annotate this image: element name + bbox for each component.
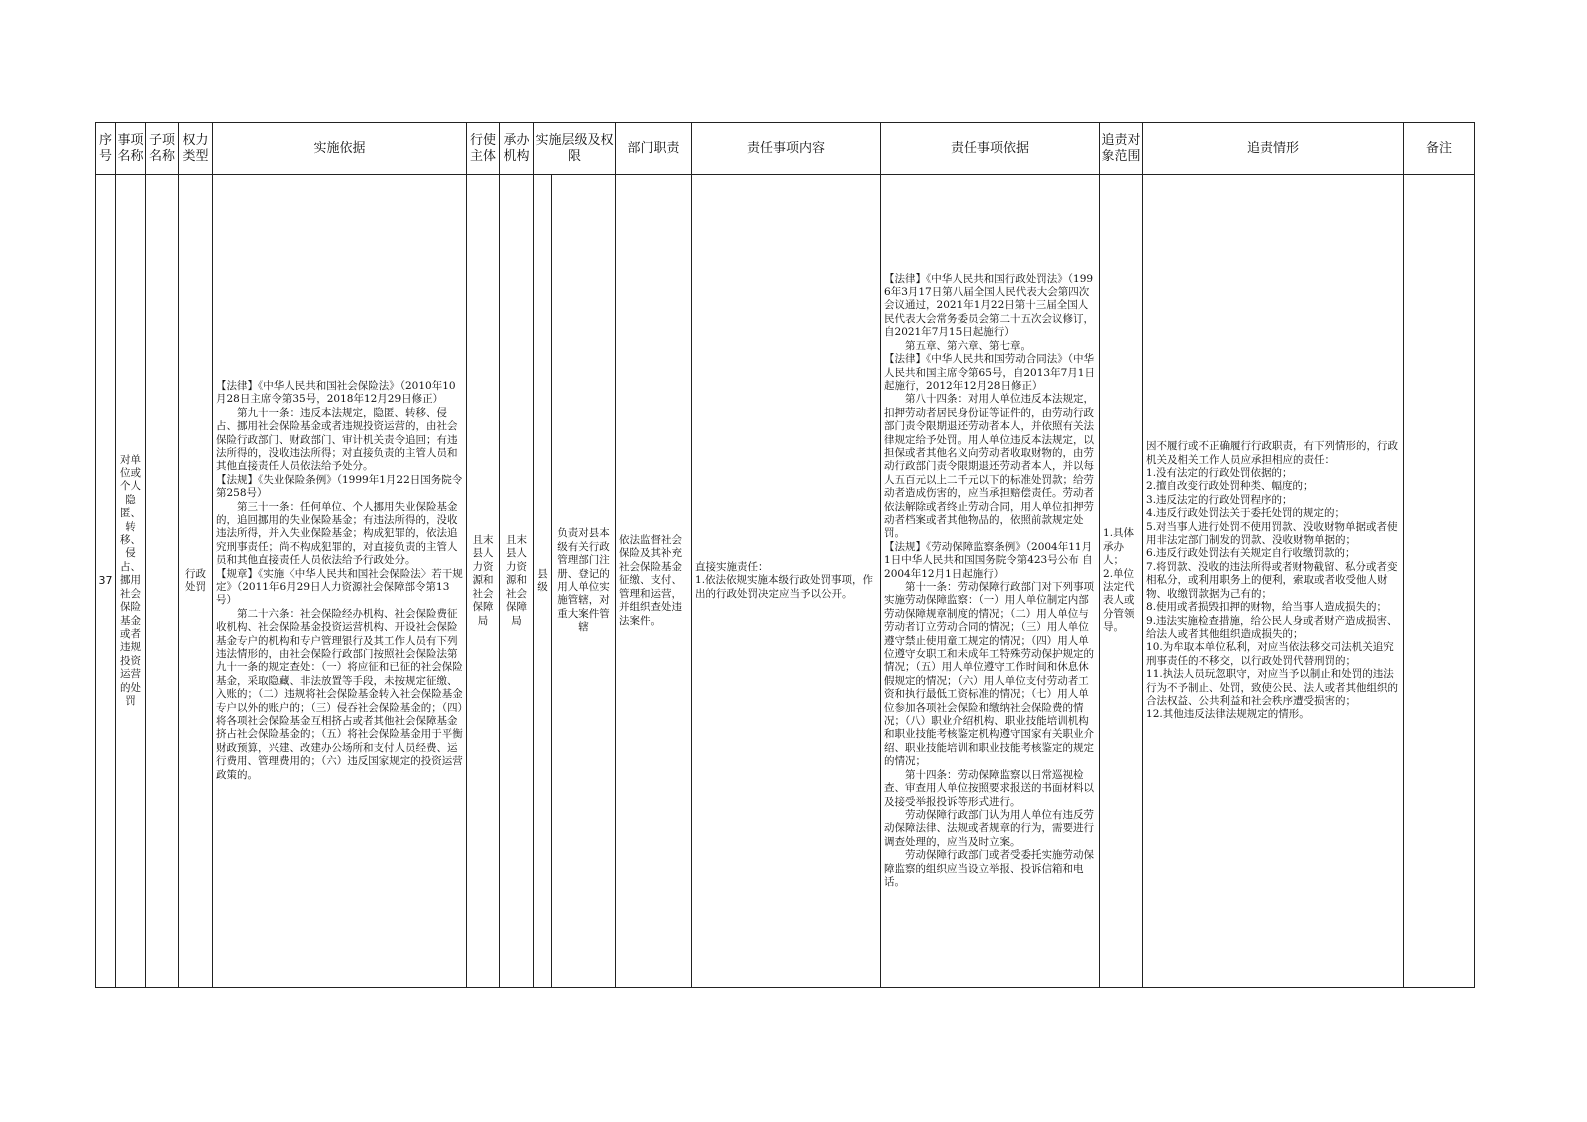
cell-subject: 且末县人力资源和社会保障局	[467, 175, 500, 988]
header-accountability-cases: 追责情形	[1143, 123, 1404, 175]
header-dept-duty: 部门职责	[616, 123, 692, 175]
header-seq: 序号	[96, 123, 116, 175]
cell-accountability-scope: 1.具体承办人； 2.单位法定代表人或分管领导。	[1100, 175, 1143, 988]
header-agency: 承办机构	[500, 123, 534, 175]
cell-basis: 【法律】《中华人民共和国社会保险法》（2010年10月28日主席令第35号，2018年12月29日修正） 第九十一条：违反本法规定，隐匿、转移、侵占、挪用社会保险基金或者违规投资运营的，由社会保险行政部门、财政部门、审计机关责令追回；有违法所得的，没收违法所得；对直接负责的主管人员和其他直接责任人员依法给予处分。 【法规】《失业保险条例》（1999年1月22日国务院令第258号） 第三十一条：任何单位、个人挪用失业保险基金的，追回挪用的失业保险基金；有违法所得的，没收违法所得，并入失业保险基金；构成犯罪的，依法追究刑事责任；尚不构成犯罪的，对直接负责的主管人员和其他直接责任人员依法给予行政处分。 【规章】《实施〈中华人民共和国社会保险法〉若干规定》（2011年6月29日人力资源社会保障部令第13号） 第二十六条：社会保险经办机构、社会保险费征收机构、社会保险基金投资运营机构、开设社会保险基金专户的机构和专户管理银行及其工作人员有下列违法情形的，由社会保险行政部门按照社会保险法第九十一条的规定查处：（一）将应征和已征的社会保险基金，采取隐藏、非法放置等手段，未按规定征缴、入账的；（二）违规将社会保险基金转入社会保险基金专户以外的账户的；（三）侵吞社会保险基金的；（四）将各项社会保险基金互相挤占或者其他社会保障基金挤占社会保险基金的；（五）将社会保险基金用于平衡财政预算，兴建、改建办公场所和支付人员经费、运行费用、管理费用的；（六）违反国家规定的投资运营政策的。	[213, 175, 467, 988]
cell-item-name: 对单位或个人隐匿、转移、侵占、挪用社会保险基金或者违规投资运营的处罚	[116, 175, 146, 988]
cell-resp-basis: 【法律】《中华人民共和国行政处罚法》（1996年3月17日第八届全国人民代表大会第四次会议通过，2021年1月22日第十三届全国人民代表大会常务委员会第二十五次会议修订，自2021年7月15日起施行） 第五章、第六章、第七章。 【法律】《中华人民共和国劳动合同法》（中华人民共和国主席令第65号，自2013年7月1日起施行，2012年12月28日修正） 第八十四条：对用人单位违反本法规定，扣押劳动者居民身份证等证件的，由劳动行政部门责令限期退还劳动者本人，并依照有关法律规定给予处罚。用人单位违反本法规定，以担保或者其他名义向劳动者收取财物的，由劳动行政部门责令限期退还劳动者本人，并以每人五百元以上二千元以下的标准处罚款；给劳动者造成伤害的，应当承担赔偿责任。劳动者依法解除或者终止劳动合同，用人单位扣押劳动者档案或者其他物品的，依照前款规定处罚。 【法规】《劳动保障监察条例》（2004年11月1日中华人民共和国国务院令第423号公布 自2004年12月1日起施行） 第十一条：劳动保障行政部门对下列事项实施劳动保障监察：（一）用人单位制定内部劳动保障规章制度的情况；（二）用人单位与劳动者订立劳动合同的情况；（三）用人单位遵守禁止使用童工规定的情况；（四）用人单位遵守女职工和未成年工特殊劳动保护规定的情况；（五）用人单位遵守工作时间和休息休假规定的情况；（六）用人单位支付劳动者工资和执行最低工资标准的情况；（七）用人单位参加各项社会保险和缴纳社会保险费的情况；（八）职业介绍机构、职业技能培训机构和职业技能考核鉴定机构遵守国家有关职业介绍、职业技能培训和职业技能考核鉴定的规定的情况； 第十四条：劳动保障监察以日常巡视检查、审查用人单位按照要求报送的书面材料以及接受举报投诉等形式进行。 劳动保障行政部门认为用人单位有违反劳动保障法律、法规或者规章的行为，需要进行调查处理的，应当及时立案。 劳动保障行政部门或者受委托实施劳动保障监察的组织应当设立举报、投诉信箱和电话。	[881, 175, 1100, 988]
header-resp-content: 责任事项内容	[692, 123, 881, 175]
header-resp-basis: 责任事项依据	[881, 123, 1100, 175]
cell-power-type: 行政处罚	[179, 175, 213, 988]
header-subject: 行使主体	[467, 123, 500, 175]
header-item-name: 事项名称	[116, 123, 146, 175]
cell-remarks	[1404, 175, 1475, 988]
cell-level: 县级	[534, 175, 552, 988]
header-sub-item-name: 子项名称	[146, 123, 179, 175]
cell-seq: 37	[96, 175, 116, 988]
header-remarks: 备注	[1404, 123, 1475, 175]
header-level: 实施层级及权限	[534, 123, 616, 175]
cell-agency: 且末县人力资源和社会保障局	[500, 175, 534, 988]
header-accountability-scope: 追责对象范围	[1100, 123, 1143, 175]
header-basis: 实施依据	[213, 123, 467, 175]
cell-sub-item-name	[146, 175, 179, 988]
cell-accountability-cases: 因不履行或不正确履行行政职责，有下列情形的，行政机关及相关工作人员应承担相应的责任： 1.没有法定的行政处罚依据的； 2.擅自改变行政处罚种类、幅度的； 3.违反法定的行政处罚程序的； 4.违反行政处罚法关于委托处罚的规定的； 5.对当事人进行处罚不使用罚款、没收财物单据或者使用非法定部门制发的罚款、没收财物单据的； 6.违反行政处罚法有关规定自行收缴罚款的； 7.将罚款、没收的违法所得或者财物截留、私分或者变相私分，或利用职务上的便利，索取或者收受他人财物、收缴罚款据为己有的； 8.使用或者损毁扣押的财物，给当事人造成损失的； 9.违法实施检查措施，给公民人身或者财产造成损害、给法人或者其他组织造成损失的； 10.为牟取本单位私利，对应当依法移交司法机关追究刑事责任的不移交，以行政处罚代替刑罚的； 11.执法人员玩忽职守，对应当予以制止和处罚的违法行为不予制止、处罚，致使公民、法人或者其他组织的合法权益、公共利益和社会秩序遭受损害的； 12.其他违反法律法规规定的情形。	[1143, 175, 1404, 988]
table-row	[96, 175, 1475, 988]
header-power-type: 权力类型	[179, 123, 213, 175]
responsibility-table	[95, 122, 1475, 988]
cell-dept-duty: 依法监督社会保险及其补充社会保险基金征缴、支付、管理和运营，并组织查处违法案件。	[616, 175, 692, 988]
cell-level-detail: 负责对县本级有关行政管理部门注册、登记的用人单位实施管辖，对重大案件管辖	[552, 175, 616, 988]
cell-resp-content: 直接实施责任： 1.依法依规实施本级行政处罚事项，作出的行政处罚决定应当予以公开。	[692, 175, 881, 988]
header-row	[96, 123, 1475, 175]
